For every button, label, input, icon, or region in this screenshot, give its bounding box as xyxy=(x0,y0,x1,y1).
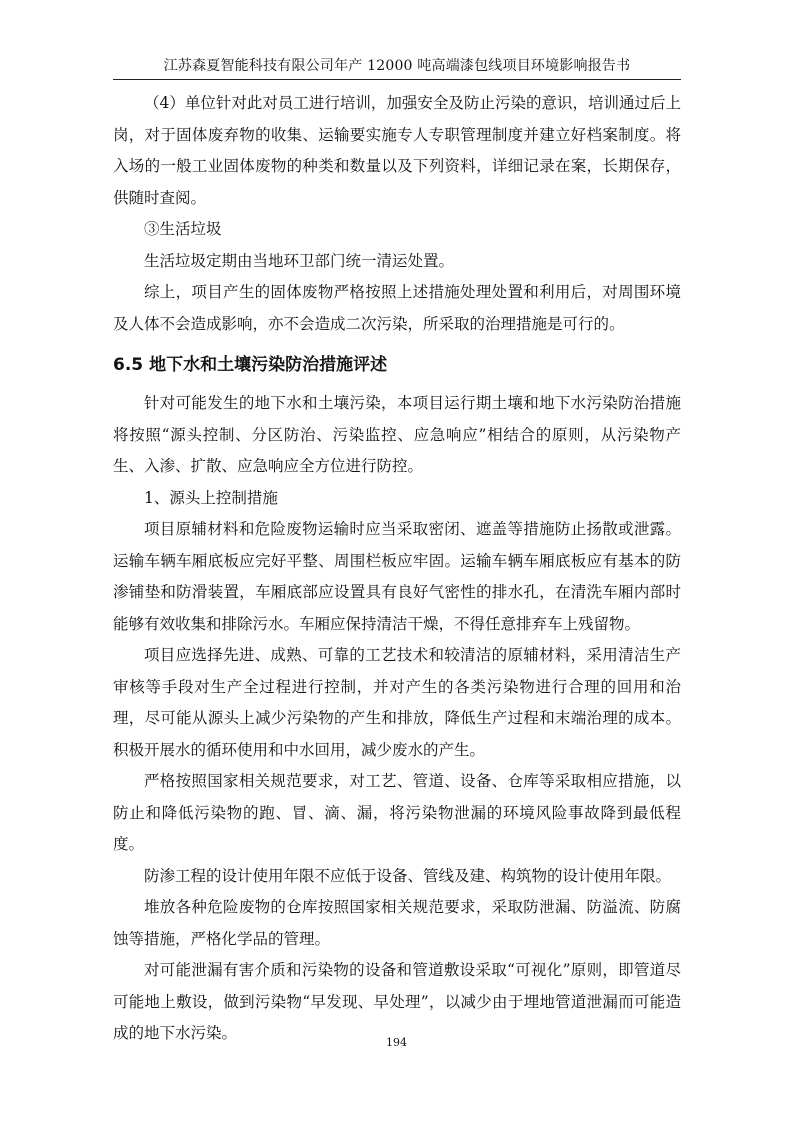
paragraph-subheading-domestic-waste: ③生活垃圾 xyxy=(144,220,222,238)
paragraph-seepage-design: 防渗工程的设计使用年限不应低于设备、管线及建、构筑物的设计使用年限。 xyxy=(144,866,672,885)
page-number: 194 xyxy=(386,1036,407,1049)
section-number: 6.5 xyxy=(113,355,144,375)
paragraph-visualization: 对可能泄漏有害介质和污染物的设备和管道敷设采取“可视化”原则，即管道尽可能地上敷设，做到污染物“早发现、早处理”，以减少由于埋地管道泄漏而可能造成的地下水污染。 xyxy=(113,961,681,1042)
paragraph-domestic-waste: 生活垃圾定期由当地环卫部门统一清运处置。 xyxy=(144,251,455,270)
document-body xyxy=(113,88,681,1050)
paragraph-training: （4）单位针对此对员工进行培训，加强安全及防止污染的意识，培训通过后上岗，对于固体废弃物的收集、运输要实施专人专职管理制度并建立好档案制度。将入场的一般工业固体废物的种类和数量以及下列资料，详细记录在案，长期保存，供随时查阅。 xyxy=(113,94,681,207)
section-title: 地下水和土壤污染防治措施评述 xyxy=(149,355,388,375)
paragraph-hazardous-storage: 堆放各种危险废物的仓库按照国家相关规范要求，采取防泄漏、防溢流、防腐蚀等措施，严格化学品的管理。 xyxy=(113,898,681,948)
paragraph-transport: 项目原辅材料和危险废物运输时应当采取密闭、遮盖等措施防止扬散或泄露。运输车辆车厢底板应完好平整、周围栏板应牢固。运输车辆车厢底板应有基本的防渗铺垫和防滑装置，车厢底部应设置具有良好气密性的排水孔，在清洗车厢内部时能够有效收集和排除污水。车厢应保持清洁干燥，不得任意排弃车上残留物。 xyxy=(113,520,681,633)
header-divider xyxy=(113,79,681,80)
page-header: 江苏森夏智能科技有限公司年产 12000 吨高端漆包线项目环境影响报告书 xyxy=(163,58,631,74)
paragraph-clean-production: 项目应选择先进、成熟、可靠的工艺技术和较清洁的原辅材料，采用清洁生产审核等手段对生产全过程进行控制，并对产生的各类污染物进行合理的回用和治理，尽可能从源头上减少污染物的产生和排放，降低生产过程和末端治理的成本。积极开展水的循环使用和中水回用，减少废水的产生。 xyxy=(113,646,681,759)
paragraph-subheading-source-control: 1、源头上控制措施 xyxy=(144,488,278,507)
paragraph-intro: 针对可能发生的地下水和土壤污染，本项目运行期土壤和地下水污染防治措施将按照“源头控制、分区防治、污染监控、应急响应”相结合的原则，从污染物产生、入渗、扩散、应急响应全方位进行防控。 xyxy=(113,394,681,475)
paragraph-summary: 综上，项目产生的固体废物严格按照上述措施处理处置和利用后，对周围环境及人体不会造成影响，亦不会造成二次污染，所采取的治理措施是可行的。 xyxy=(113,283,681,333)
paragraph-leak-prevention: 严格按照国家相关规范要求，对工艺、管道、设备、仓库等采取相应措施，以防止和降低污染物的跑、冒、滴、漏，将污染物泄漏的环境风险事故降到最低程度。 xyxy=(113,772,681,853)
section-heading xyxy=(113,348,681,382)
